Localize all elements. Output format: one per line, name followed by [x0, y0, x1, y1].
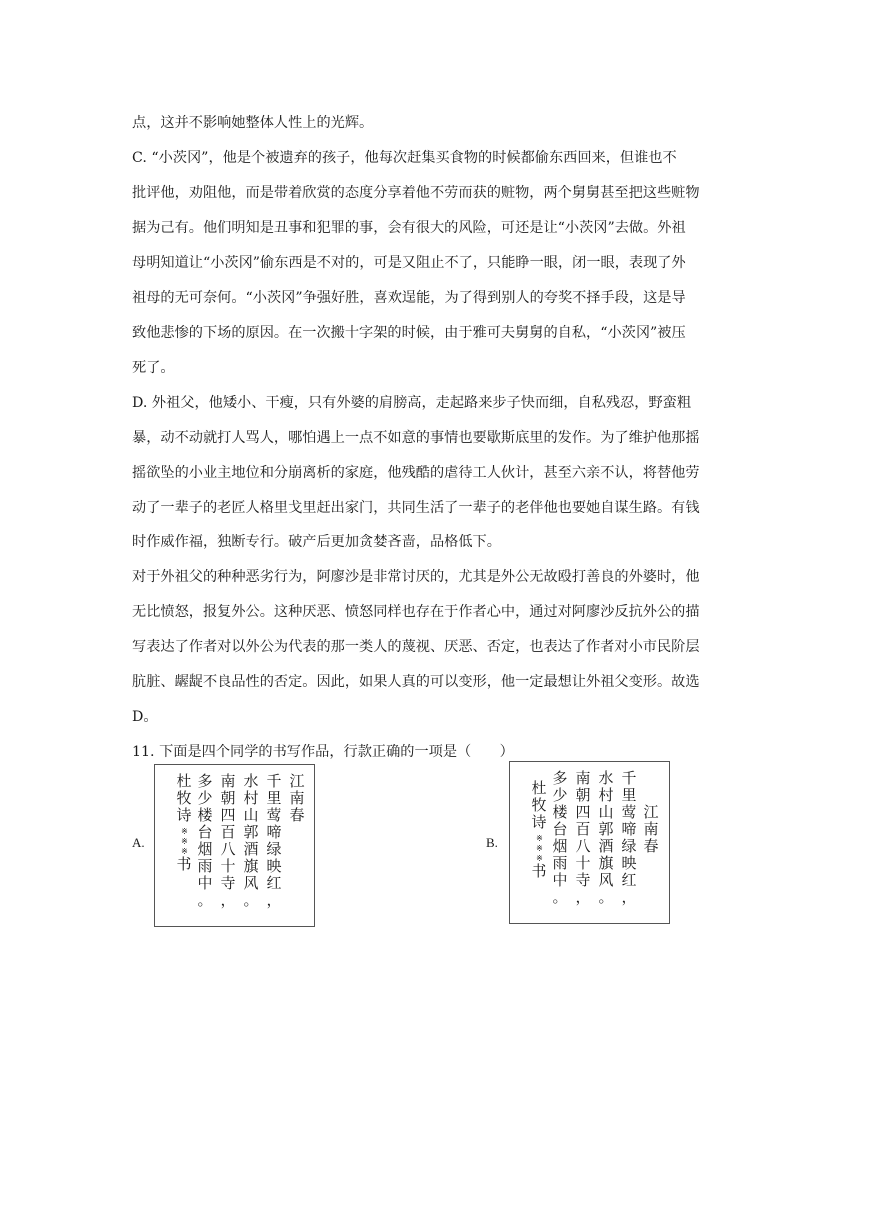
- option-a-col-4: 多 少 楼 台 烟 雨 中 。: [197, 772, 213, 909]
- text-line-2: C. “小茨冈”，他是个被遗弃的孩子，他每次赶集买食物的时候都偷东西回来，但谁也不: [132, 150, 677, 166]
- text-line-1: 点，这并不影响她整体人性上的光辉。: [132, 115, 374, 131]
- option-b-signature-suffix: 书: [531, 862, 547, 880]
- option-b-title: 江 南 春: [643, 803, 659, 855]
- option-a-seal: ※ ※ ※: [181, 827, 187, 856]
- option-b-col-2: 水 村 山 郭 酒 旗 风 。: [598, 769, 614, 906]
- option-a-col-2: 水 村 山 郭 酒 旗 风 。: [243, 772, 259, 909]
- option-b-calligraphy: [509, 761, 670, 924]
- text-line-11: 摇欲坠的小业主地位和分崩离析的家庭，他残酷的虐待工人伙计，甚至六亲不认，将替他劳: [132, 465, 700, 481]
- text-line-10: 暴，动不动就打人骂人，哪怕遇上一点不如意的事情也要歇斯底里的发作。为了维护他那摇: [132, 430, 700, 446]
- option-b-col-1: 千 里 莺 啼 绿 映 红 ，: [621, 769, 637, 906]
- text-line-5: 母明知道让“小茨冈”偷东西是不对的，可是又阻止不了，只能睁一眼，闭一眼，表现了外: [132, 255, 686, 271]
- text-line-3: 批评他，劝阻他，而是带着欣赏的态度分享着他不劳而获的赃物，两个舅舅甚至把这些赃物: [132, 185, 700, 201]
- option-a-calligraphy: [154, 764, 315, 927]
- option-b-seal: ※ ※ ※: [536, 834, 542, 863]
- option-b-col-3: 南 朝 四 百 八 十 寺 ，: [575, 769, 591, 906]
- option-b-signature: 杜 牧 诗: [531, 779, 547, 831]
- option-a-col-3: 南 朝 四 百 八 十 寺 ，: [220, 772, 236, 909]
- text-line-17: 肮脏、龌龊不良品性的否定。因此，如果人真的可以变形，他一定最想让外祖父变形。故选: [132, 674, 700, 690]
- text-line-4: 据为己有。他们明知是丑事和犯罪的事，会有很大的风险，可还是让“小茨冈”去做。外祖: [132, 220, 686, 236]
- text-line-14: 对于外祖父的种种恶劣行为，阿廖沙是非常讨厌的，尤其是外公无故殴打善良的外婆时，他: [132, 569, 700, 585]
- text-line-9: D. 外祖父，他矮小、干瘦，只有外婆的肩膀高，走起路来步子快而细，自私残忍，野蛮粗: [132, 395, 692, 411]
- option-a-title: 江 南 春: [289, 772, 305, 824]
- option-a-col-1: 千 里 莺 啼 绿 映 红 ，: [266, 772, 282, 909]
- option-a-signature: 杜 牧 诗: [176, 772, 192, 824]
- option-a-signature-suffix: 书: [176, 855, 192, 873]
- text-line-18: D。: [132, 709, 158, 725]
- option-b-col-4: 多 少 楼 台 烟 雨 中 。: [552, 769, 568, 906]
- text-line-12: 动了一辈子的老匠人格里戈里赶出家门，共同生活了一辈子的老伴他也要她自谋生路。有钱: [132, 500, 700, 516]
- text-line-6: 祖母的无可奈何。“小茨冈”争强好胜，喜欢逞能，为了得到别人的夸奖不择手段，这是导: [132, 290, 686, 306]
- question-11: 11. 下面是四个同学的书写作品，行款正确的一项是（ ）: [132, 744, 514, 760]
- option-a-label: A.: [132, 835, 145, 850]
- text-line-8: 死了。: [132, 360, 175, 376]
- option-b-label: B.: [486, 835, 498, 850]
- text-line-13: 时作威作福，独断专行。破产后更加贪婪吝啬，品格低下。: [132, 534, 501, 550]
- text-line-15: 无比愤怒，报复外公。这种厌恶、愤怒同样也存在于作者心中，通过对阿廖沙反抗外公的描: [132, 604, 700, 620]
- text-line-7: 致他悲惨的下场的原因。在一次搬十字架的时候，由于雅可夫舅舅的自私，“小茨冈”被压: [132, 325, 686, 341]
- text-line-16: 写表达了作者对以外公为代表的那一类人的蔑视、厌恶、否定，也表达了作者对小市民阶层: [132, 639, 700, 655]
